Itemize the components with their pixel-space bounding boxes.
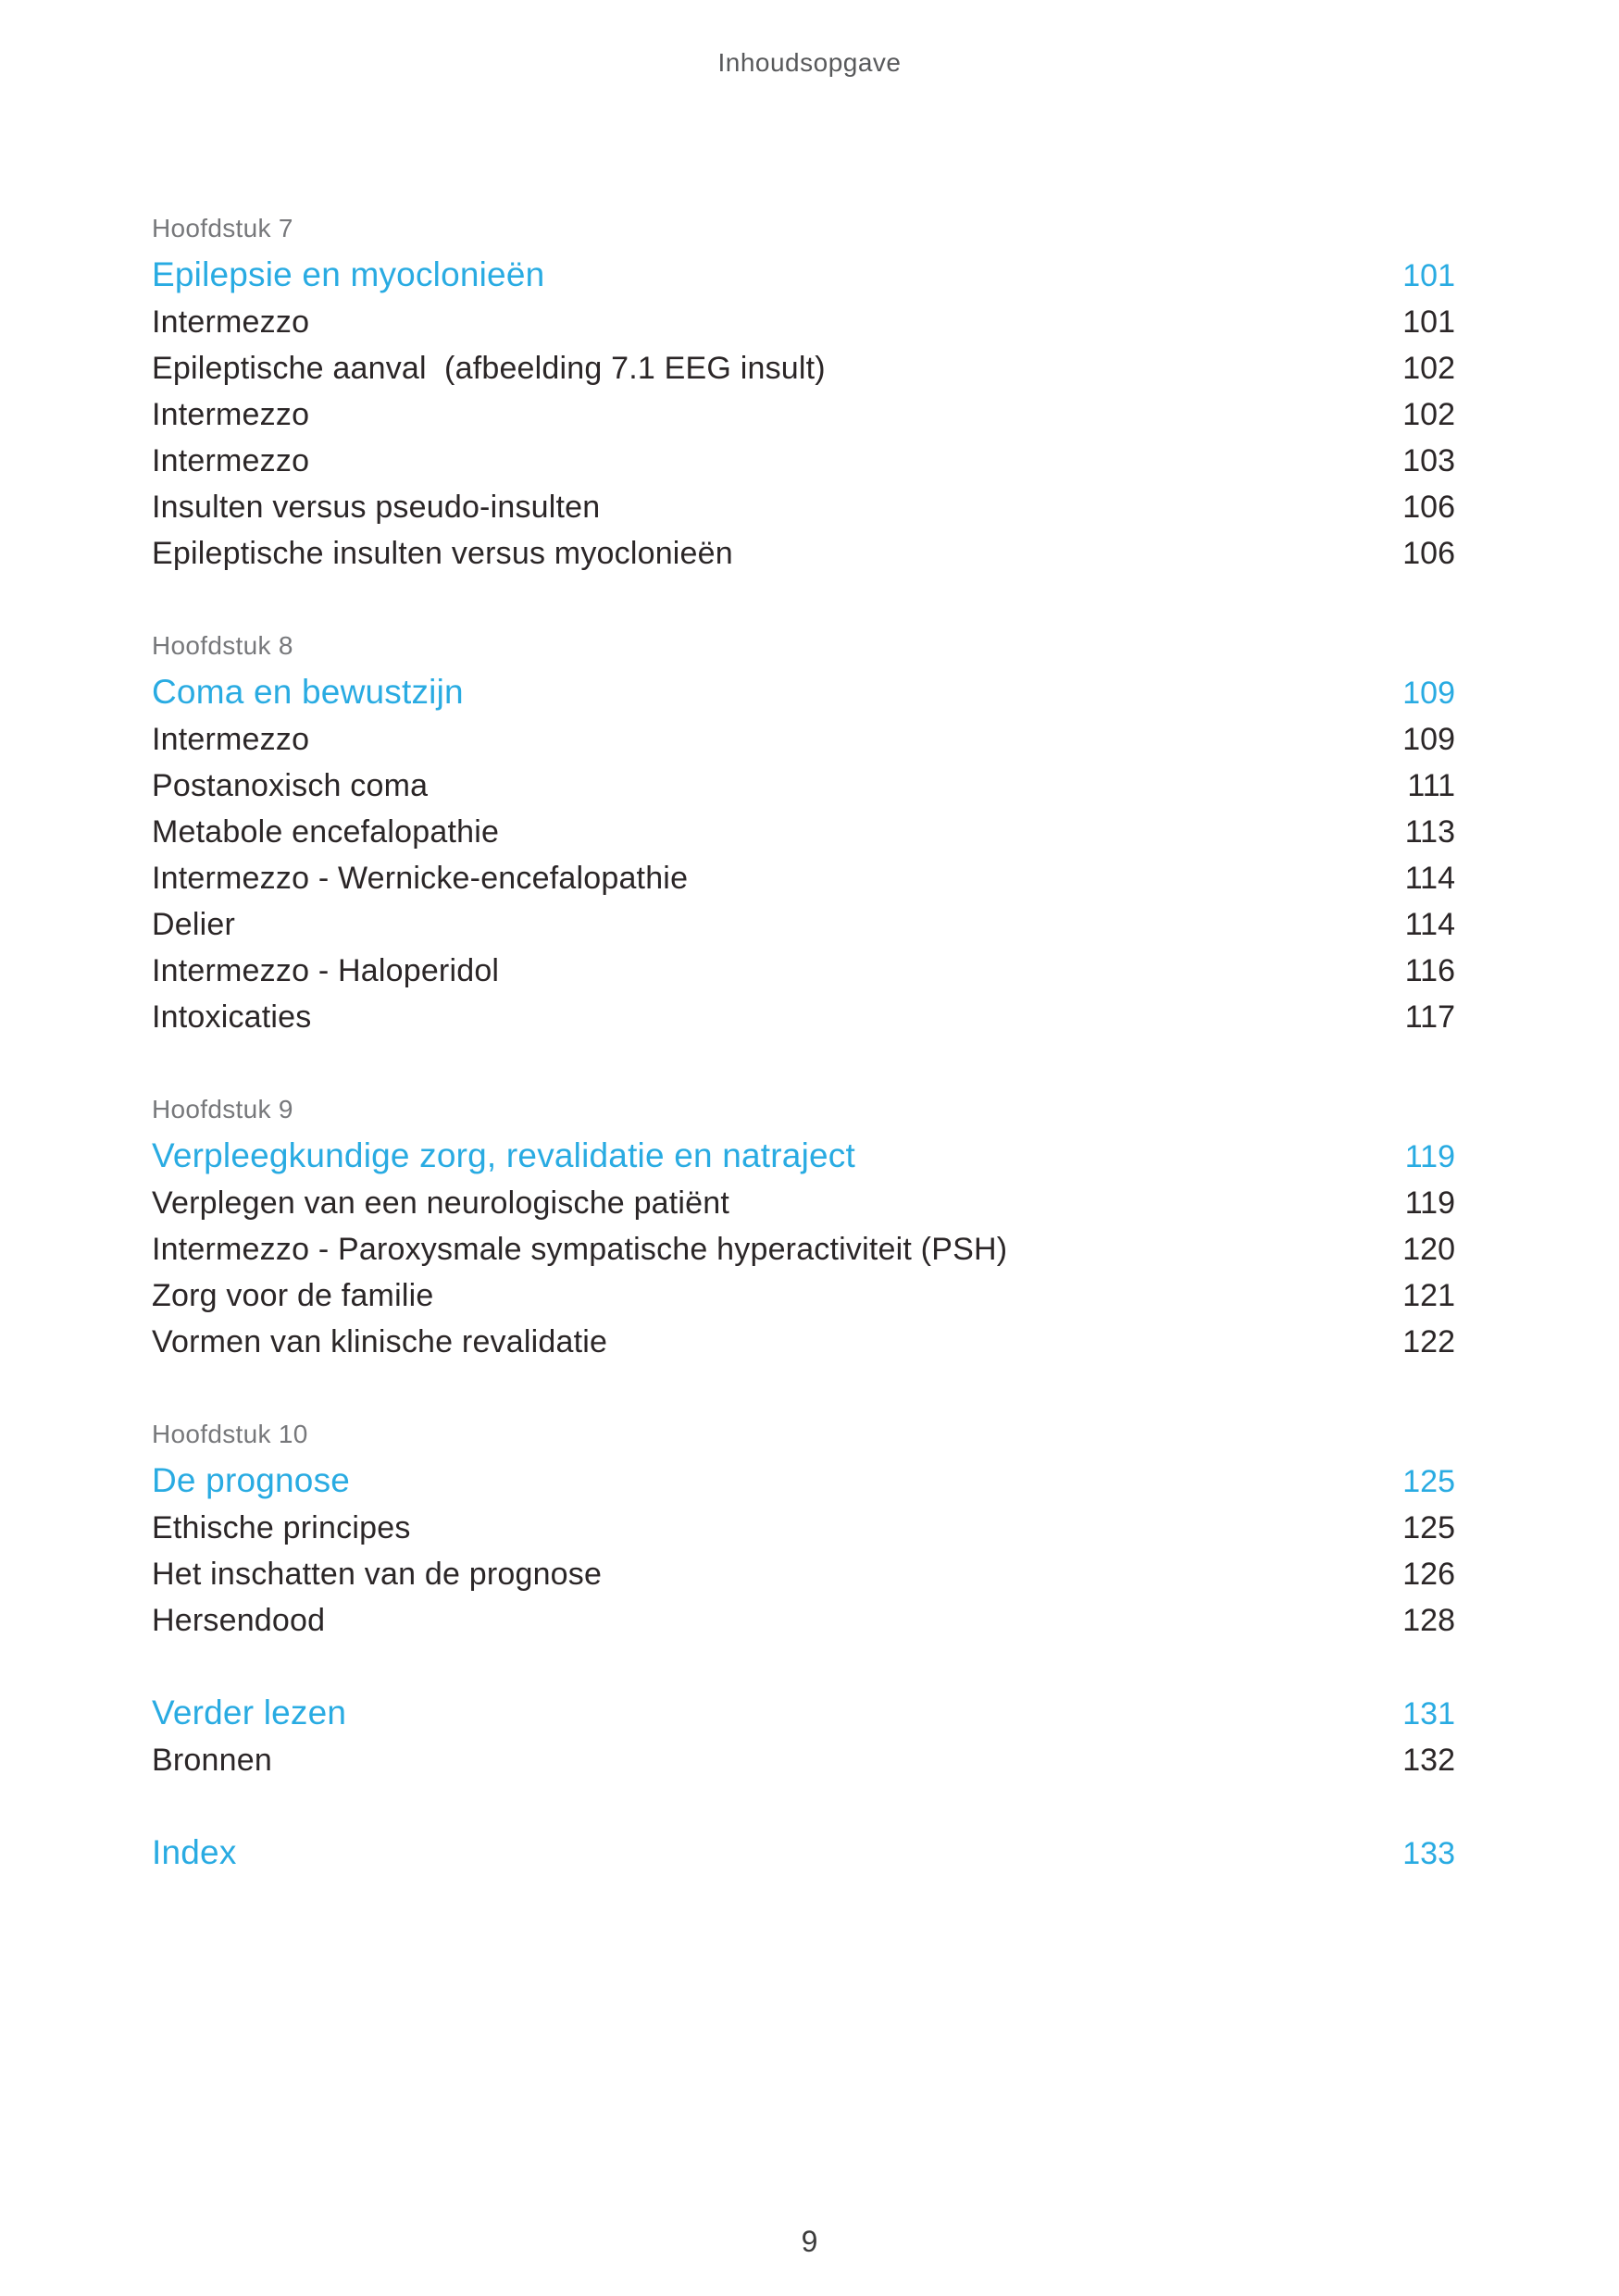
toc-section-rows [152, 252, 1455, 577]
toc-entry-title: Intermezzo [152, 397, 310, 432]
footer-page-number: 9 [801, 2225, 818, 2258]
toc-entry [152, 1272, 1455, 1319]
toc-entry-title: Zorg voor de familie [152, 1278, 434, 1313]
toc-entry-title: Het inschatten van de prognose [152, 1557, 603, 1592]
toc-entry-page: 119 [1404, 1139, 1455, 1174]
toc-entry [152, 1551, 1455, 1597]
toc-entry [152, 530, 1455, 577]
toc-entry-page: 125 [1402, 1464, 1455, 1499]
chapter-label: Hoofdstuk 9 [152, 1095, 293, 1123]
toc-entry [152, 1180, 1455, 1226]
toc-entry [152, 948, 1455, 994]
toc-entry [152, 1690, 1455, 1737]
toc-entry-page: 111 [1407, 768, 1455, 803]
toc-entry-title: Epilepsie en myoclonieën [152, 255, 545, 293]
toc-entry-title: Intermezzo - Paroxysmale sympatische hyperactiviteit (PSH) [152, 1232, 1008, 1267]
toc-entry-page: 101 [1402, 258, 1455, 293]
toc-entry-page: 125 [1402, 1510, 1455, 1545]
toc-entry-title: Intermezzo - Wernicke-encefalopathie [152, 861, 689, 896]
toc-entry-title: Ethische principes [152, 1510, 411, 1545]
toc-entry [152, 1226, 1455, 1272]
toc-entry-title: De prognose [152, 1461, 351, 1499]
chapter-label: Hoofdstuk 10 [152, 1420, 308, 1448]
toc-entry-page: 106 [1402, 490, 1455, 525]
toc-section [152, 1830, 1455, 1877]
toc-entry-page: 116 [1404, 953, 1455, 988]
toc-entry-page: 122 [1402, 1324, 1455, 1359]
toc-entry-title: Verpleegkundige zorg, revalidatie en natraject [152, 1136, 855, 1174]
page-title: Inhoudsopgave [717, 48, 902, 77]
toc-entry [152, 994, 1455, 1040]
toc-entry [152, 763, 1455, 809]
toc-entry [152, 299, 1455, 345]
toc-entry-page: 131 [1402, 1696, 1455, 1731]
toc-entry [152, 1737, 1455, 1783]
toc-entry-title: Insulten versus pseudo-insulten [152, 490, 601, 525]
toc-entry-title: Delier [152, 907, 236, 942]
toc-entry [152, 1133, 1455, 1180]
toc-entry-page: 102 [1402, 351, 1455, 386]
toc-entry-title: Index [152, 1833, 237, 1871]
chapter-label: Hoofdstuk 7 [152, 214, 293, 242]
toc-entry-page: 133 [1402, 1836, 1455, 1871]
toc-entry-title: Intermezzo - Haloperidol [152, 953, 500, 988]
toc-entry-page: 109 [1402, 676, 1455, 711]
toc-section-rows [152, 1133, 1455, 1365]
toc-entry [152, 1830, 1455, 1877]
toc-entry-page: 102 [1402, 397, 1455, 432]
toc-section [152, 1086, 1455, 1365]
toc-entry-page: 106 [1402, 536, 1455, 571]
chapter-label: Hoofdstuk 8 [152, 631, 293, 660]
toc-entry-title: Verder lezen [152, 1694, 347, 1731]
toc-entry [152, 484, 1455, 530]
toc-entry-title: Metabole encefalopathie [152, 814, 500, 850]
toc-section [152, 1690, 1455, 1783]
toc-entry-title: Epileptische aanval (afbeelding 7.1 EEG insult) [152, 351, 826, 386]
toc-entry-title: Intermezzo [152, 304, 310, 340]
toc-entry [152, 1319, 1455, 1365]
toc-entry [152, 1458, 1455, 1505]
toc-entry-page: 117 [1404, 999, 1455, 1035]
toc-entry [152, 901, 1455, 948]
toc-entry-page: 113 [1404, 814, 1455, 850]
toc-entry [152, 716, 1455, 763]
toc-entry-page: 114 [1404, 861, 1455, 896]
toc-content [152, 205, 1455, 1877]
toc-entry [152, 391, 1455, 438]
toc-entry-page: 101 [1402, 304, 1455, 340]
toc-entry-page: 121 [1402, 1278, 1455, 1313]
toc-entry-title: Bronnen [152, 1743, 272, 1778]
toc-entry-title: Vormen van klinische revalidatie [152, 1324, 608, 1359]
toc-entry [152, 345, 1455, 391]
toc-entry-page: 126 [1402, 1557, 1455, 1592]
toc-entry-page: 114 [1404, 907, 1455, 942]
toc-entry-page: 109 [1402, 722, 1455, 757]
toc-entry-title: Verplegen van een neurologische patiënt [152, 1185, 730, 1221]
toc-entry-page: 103 [1402, 443, 1455, 478]
toc-section-rows [152, 1830, 1455, 1877]
toc-entry-page: 120 [1402, 1232, 1455, 1267]
toc-entry-title: Intermezzo [152, 443, 310, 478]
toc-section [152, 205, 1455, 577]
toc-section-rows [152, 1690, 1455, 1783]
toc-entry [152, 1505, 1455, 1551]
toc-entry-title: Epileptische insulten versus myoclonieën [152, 536, 733, 571]
toc-entry-page: 119 [1404, 1185, 1455, 1221]
toc-entry-title: Coma en bewustzijn [152, 673, 464, 711]
toc-entry-title: Postanoxisch coma [152, 768, 429, 803]
toc-entry-title: Intoxicaties [152, 999, 312, 1035]
toc-entry-title: Hersendood [152, 1603, 326, 1638]
toc-section-rows [152, 1458, 1455, 1644]
toc-entry-page: 128 [1402, 1603, 1455, 1638]
toc-section-rows [152, 669, 1455, 1040]
toc-section [152, 623, 1455, 1040]
toc-entry-title: Intermezzo [152, 722, 310, 757]
toc-entry [152, 1597, 1455, 1644]
toc-entry [152, 252, 1455, 299]
toc-section [152, 1411, 1455, 1644]
toc-entry-page: 132 [1402, 1743, 1455, 1778]
toc-entry [152, 855, 1455, 901]
toc-entry [152, 438, 1455, 484]
toc-entry [152, 809, 1455, 855]
toc-entry [152, 669, 1455, 716]
